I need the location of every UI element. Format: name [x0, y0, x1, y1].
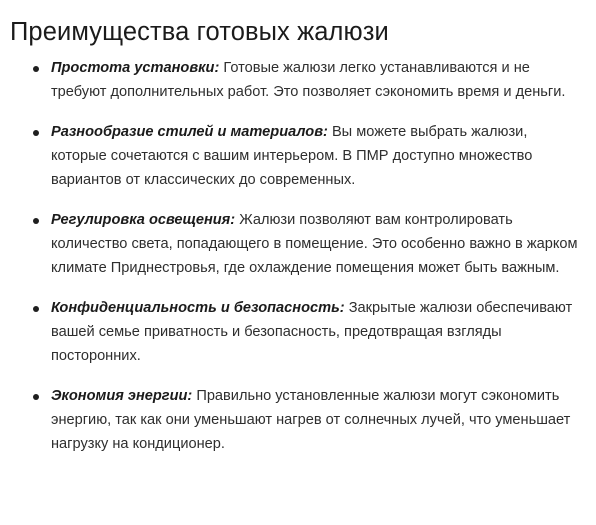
item-term: Регулировка освещения: [51, 212, 240, 228]
bullet-dot-icon [33, 306, 39, 312]
bullet-dot-icon [33, 66, 39, 72]
list-item [0, 208, 596, 280]
bullet-dot-icon [33, 218, 39, 224]
section-heading: Преимущества готовых жалюзи [10, 18, 389, 46]
item-term: Разнообразие стилей и материалов: [51, 124, 332, 140]
item-text: Правильно установленные жалюзи могут сэкономить энергию, так как они уменьшают нагрев от солнечных лучей, что уменьшает нагрузку на кондиционер. [51, 388, 571, 452]
bullet-dot-icon [33, 394, 39, 400]
item-text: Готовые жалюзи легко устанавливаются и не требуют дополнительных работ. Это позволяет сэкономить время и деньги. [51, 60, 566, 100]
list-item [0, 56, 596, 104]
item-text: Закрытые жалюзи обеспечивают вашей семье приватность и безопасность, предотвращая взгляды посторонних. [51, 300, 573, 364]
item-term: Простота установки: [51, 60, 224, 76]
list-item [0, 120, 596, 192]
list-item [0, 384, 596, 456]
item-term: Конфиденциальность и безопасность: [51, 300, 349, 316]
item-text: Вы можете выбрать жалюзи, которые сочетаются с вашим интерьером. В ПМР доступно множество вариантов от классических до современных. [51, 124, 533, 188]
bullet-dot-icon [33, 130, 39, 136]
item-text: Жалюзи позволяют вам контролировать количество света, попадающего в помещение. Это особенно важно в жарком климате Приднестровья, где охлаждение помещения может быть важным. [51, 212, 578, 276]
list-item [0, 296, 596, 368]
item-term: Экономия энергии: [51, 388, 197, 404]
benefits-list [0, 56, 596, 472]
